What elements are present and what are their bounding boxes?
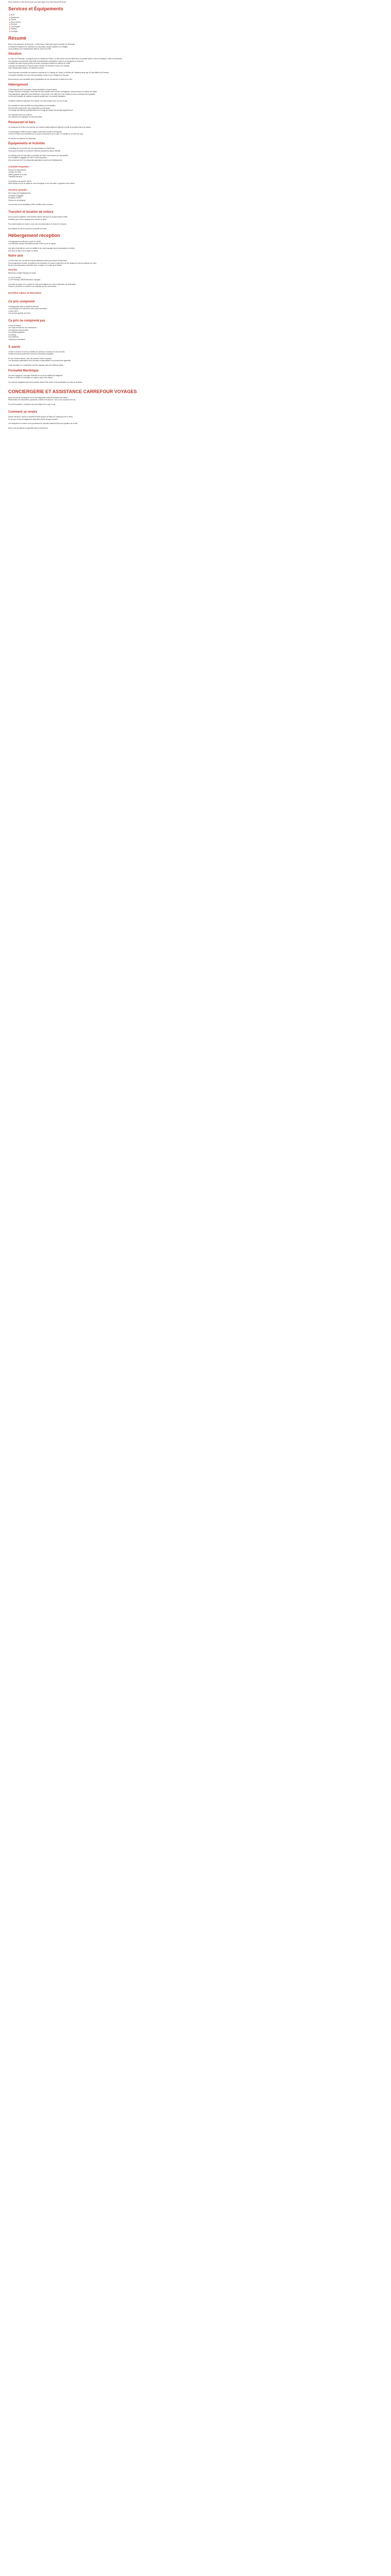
bullet-icon: ■ <box>9 19 10 21</box>
paragraph-line: Une pièce d'identité en cours de validité et une carte bancaire seront demandées à l'arrivée. <box>8 247 75 250</box>
paragraph-line: Réservations de restaurants, spectacles, visites et excursions : nous nous occupons de tout. <box>8 399 76 401</box>
paragraph-line: L'accès Wi-Fi. <box>8 310 19 312</box>
paragraph-line: L'aéroport de Barcelone-El Prat est situé à environ 30 minutes en taxi ou en navette. <box>8 64 70 67</box>
paragraph-line: Vos dates de séjour et le nombre de nuits sont indiqués sur votre confirmation de réservation. <box>8 283 76 285</box>
list-item-label: Consigne <box>10 30 18 32</box>
paragraph-line: Nous pouvons organiser votre transfert depuis l'aéroport ou la gare jusqu'à l'hôtel. <box>8 216 68 218</box>
paragraph-line: Les dépenses personnelles. <box>8 329 29 331</box>
paragraph-line: La Villa Gaudí est un hôtel de charme idéalement situé pour découvrir Barcelone. <box>8 260 68 262</box>
subsection-heading: Transfert et location de voiture <box>8 211 54 214</box>
paragraph-line: Les services sont susceptibles d'être modifiés selon la saison. <box>8 204 54 206</box>
paragraph-line: Les activités payantes. <box>8 331 25 334</box>
bullet-icon: ■ <box>9 16 10 19</box>
subsection-heading: Ce prix comprend <box>8 300 35 303</box>
paragraph-line: Vous profiterez d'un emplacement idéal au cœur de la ville. <box>8 47 52 50</box>
paragraph-line: Les chambres doivent être libérées avant 12h00 le jour du départ. <box>8 243 56 245</box>
paragraph-line: Un parking privé est disponible à proximité de l'hôtel, sous réserve de disponibilité. <box>8 154 69 157</box>
paragraph-line: L'enregistrement s'effectue à partir de 14h00. <box>8 241 41 243</box>
spacer <box>8 185 383 187</box>
minor-heading: Services gratuits : <box>8 189 29 192</box>
paragraph-line: Les animaux de compagnie ne sont pas admis. <box>8 116 43 118</box>
paragraph-line: Certaines chambres disposent d'un balcon ou d'une terrasse avec vue sur la ville. <box>8 100 68 103</box>
paragraph-line: Les demandes particulières sont soumises à disponibilité et ne peuvent être garanties. <box>8 360 71 362</box>
paragraph-line: Des chambres communicantes sont disponibles pour les familles. <box>8 105 56 107</box>
spacer <box>8 295 383 297</box>
paragraph-line: Les lits sont équipés de matelas de grande qualité pour un sommeil réparateur. <box>8 95 66 98</box>
paragraph-line: Certains services peuvent être soumis à réservation préalable. <box>8 352 54 355</box>
paragraph-line: N'hésitez pas à nous contacter pour obtenir un devis. <box>8 218 47 221</box>
paragraph-line: Le restaurant de l'hôtel vous propose une cuisine méditerranéenne élaborée à partir de produits frais et de saison. <box>8 126 91 128</box>
paragraph-line: Wi-Fi dans tout l'établissement. <box>8 192 31 195</box>
paragraph-line: Pensez à vérifier les formalités en vigueur avant votre départ. <box>8 377 53 379</box>
paragraph-line: Le ménage est effectué quotidiennement et le linge de maison est changé régulièrement. <box>8 109 73 111</box>
paragraph-line: Son emplacement central, la qualité de ses chambres et l'accueil chaleureux de son équipe en font une adresse de choix. <box>8 262 97 264</box>
paragraph-line: Une connexion Wi-Fi est disponible gratuitement dans tout l'établissement. <box>8 159 63 161</box>
paragraph-line: Location de vélos. <box>8 171 22 174</box>
subsection-heading: Situation <box>8 53 22 56</box>
paragraph-line: Le quartier Gothique et le port sont accessibles à pied en une vingtaine de minutes. <box>8 74 69 76</box>
paragraph-line: Nous vous souhaitons un agréable séjour à Barcelone. <box>8 427 48 430</box>
paragraph-line: Les chambres sont non-fumeurs. <box>8 113 32 116</box>
paragraph-line: Les transferts. <box>8 336 19 338</box>
spacer <box>8 314 383 316</box>
paragraph-line: En cas d'arrivée tardive, merci de prévenir l'hôtel à l'avance. <box>8 357 52 360</box>
paragraph-line: Visites guidées de la ville. <box>8 173 27 176</box>
paragraph-line: Depuis l'aéroport, prenez la navette Aerobús jusqu'à la Plaça de Catalunya puis le métro. <box>8 416 73 418</box>
paragraph-line: Nous sommes à votre service pour que votre séjour à La Villa Gaudí soit réussi. <box>8 1 67 3</box>
list-item-label: Conciergerie <box>10 25 21 28</box>
paragraph-line: Nous le recommandons aussi bien pour un séjour en couple qu'en famille. <box>8 264 62 267</box>
paragraph-line: Notre équipe se fera un plaisir de vous renseigner et de vous aider à organiser votre séjour. <box>8 182 75 185</box>
subsection-heading: Hébergement <box>8 83 28 87</box>
paragraph-line: Notre service de conciergerie est à votre disposition avant et pendant votre séjour. <box>8 396 69 399</box>
paragraph-line: LA VILLA GAUDÍ <box>8 276 21 279</box>
paragraph-line: Pour toute location de voiture, nous vous recommandons de réserver à l'avance. <box>8 223 67 225</box>
paragraph-line: La réception est ouverte 24h/24. <box>8 180 32 182</box>
paragraph-line: Pour les voyageurs, une pièce d'identité en cours de validité est obligatoire. <box>8 374 63 377</box>
minor-heading: Voucher <box>8 268 18 271</box>
paragraph-line: Le bar de l'hôtel vous accueille tout au long de la journée pour un café, un cocktail ou un verre de cava. <box>8 133 84 135</box>
paragraph-line: Service de blanchisserie. <box>8 168 27 171</box>
spacer <box>8 161 383 163</box>
paragraph-line: La taxe de séjour. <box>8 324 22 327</box>
paragraph-line: Une taxe de séjour est à régler sur place. <box>8 249 39 252</box>
paragraph-line: La terrasse sur le toit offre une vue panoramique sur Barcelone. <box>8 147 55 150</box>
paragraph-line: Le petit-déjeuner si mentionné dans votre réservation. <box>8 308 48 310</box>
paragraph-line: Les transports en commun vous permettent de rejoindre facilement tous les quartiers de la ville. <box>8 422 78 425</box>
list-item-label: Terrasse <box>10 23 18 26</box>
bullet-icon: ■ <box>9 23 10 26</box>
paragraph-line: Chaque chambre est équipée d'une salle de bain privative avec douche ou baignoire, sèche-cheveux et articles de toilette. <box>8 91 97 93</box>
paragraph-line: Vous trouverez à proximité de nombreux commerces, le Passeig de Gràcia, la Rambla de Catalunya ainsi que la Casa Batlló et la Pedrera. <box>8 72 109 74</box>
list-item-label: Parking <box>10 28 17 30</box>
paragraph-line: Au cœur de l'Eixample, à quelques pas du Passeig de Gràcia, La Villa Gaudí vous accueille dans un quartier animé, riche en boutiques, cafés et restaurants. <box>8 58 123 60</box>
paragraph-line: L'hébergement dans la chambre réservée. <box>8 305 39 308</box>
paragraph-line: Pour toute question, contactez-nous par téléphone ou par e-mail. <box>8 403 56 406</box>
paragraph-line: Transferts aéroport. <box>8 175 23 178</box>
bullet-icon: ■ <box>9 14 10 16</box>
paragraph-line: Nous pouvons vous conseiller dans l'organisation de vos excursions et visites de la ville. <box>8 78 73 81</box>
spacer <box>8 406 383 408</box>
minor-heading: Excellent séjour en Barcelona <box>8 292 42 295</box>
paragraph-line: Un service de taxi est également disponible devant chaque terminal. <box>8 418 58 420</box>
paragraph-line: L'hôtel dispose de 52 chambres, toutes climatisées et insonorisées. <box>8 88 58 91</box>
paragraph-line: L'assurance annulation. <box>8 338 26 341</box>
paragraph-line: Vous pourrez profiter de la piscine extérieure pendant la saison estivale. <box>8 149 61 152</box>
subsection-heading: Notre avis <box>8 255 24 258</box>
paragraph-line: C/ de Provença, 08008 Barcelona, Espagne <box>8 278 41 281</box>
subsection-heading: Comment se rendre <box>8 411 38 414</box>
paragraph-line: Consigne à bagages. <box>8 194 24 197</box>
list-item <box>8 30 383 32</box>
spacer <box>8 288 383 290</box>
section-heading: Hébergement réception <box>8 233 60 239</box>
paragraph-line: Toute annulation ou modification doit être signalée dans les meilleurs délais. <box>8 364 64 367</box>
paragraph-line: Le petit-déjeuner buffet est servi chaque matin dans la salle du restaurant. <box>8 130 62 133</box>
paragraph-line: Réception 24h/24. <box>8 197 22 199</box>
section-heading: CONCIERGERIE ET ASSISTANCE CARREFOUR VOYAGES <box>8 388 137 394</box>
list-item-label: Room service <box>10 21 21 23</box>
spacer <box>8 341 383 343</box>
document-body <box>0 0 391 432</box>
minor-heading: Activités Payantes : <box>8 165 30 168</box>
paragraph-line: Des stations de taxi se trouvent à proximité de l'hôtel. <box>8 227 47 230</box>
paragraph-line: L'hôtel se réserve le droit de modifier les horaires d'ouverture de ses services. <box>8 350 65 353</box>
paragraph-line: Vous disposerez également d'une télévision à écran plat, d'un coffre-fort, d'un minibar et d'une connexion Wi-Fi gratuite. <box>8 93 95 95</box>
paragraph-line: Des lits bébé peuvent être mis à disposition sur demande. <box>8 107 51 109</box>
paragraph-line: Les services gratuits de l'hôtel. <box>8 312 31 315</box>
paragraph-line: Le bâtiment comprend 52 chambres à la décoration unique réparties sur 6 étages. <box>8 45 68 48</box>
subsection-heading: À savoir <box>8 345 21 349</box>
paragraph-line: Les principaux monuments moderniste sont facilement accessibles à pied ou en transports en commun. <box>8 60 84 62</box>
spacer <box>8 206 383 208</box>
list-item-label: Wi-Fi <box>10 14 15 16</box>
paragraph-line: Service de conciergerie. <box>8 199 26 201</box>
subsection-heading: Restaurant et bars <box>8 121 36 124</box>
bullet-icon: ■ <box>9 25 10 28</box>
subsection-heading: Équipements et Activités <box>8 142 45 146</box>
paragraph-line: Bienvenue à l'hôtel Passeig de Gràcia <box>8 272 36 274</box>
paragraph-line: La station de métro la plus proche se trouve à quelques minutes de marche de l'hôtel. <box>8 62 71 65</box>
list-item-label: Restaurant <box>10 16 19 19</box>
bullet-icon: ■ <box>9 28 10 30</box>
paragraph-line: Une consigne à bagages est mise à votre disposition. <box>8 157 47 159</box>
section-heading: Résumé <box>8 36 27 41</box>
paragraph-line: Le parking. <box>8 333 17 336</box>
paragraph-line: Pensez à présenter ce voucher à la réception lors de votre arrivée. <box>8 285 57 288</box>
paragraph-line: Les mineurs voyageant sans leurs parents doivent être munis d'une autorisation de sortie du territoire. <box>8 381 83 383</box>
bullet-icon: ■ <box>9 30 10 32</box>
section-heading: Services et Équipements <box>8 6 63 12</box>
paragraph-line: Nous vous proposons de découvrir La Villa Gaudí, hôtel situé dans le quartier de l'Eixample. <box>8 43 75 46</box>
list-item-label: Piscine <box>10 19 17 21</box>
paragraph-line: Gare de Barcelone-Sants à 15 minutes en métro. <box>8 67 44 70</box>
spacer <box>8 383 383 385</box>
paragraph-line: Un service en chambre est disponible. <box>8 138 37 140</box>
subsection-heading: Formalité Martinique <box>8 369 39 372</box>
paragraph-line: Les repas et boissons non mentionnés. <box>8 327 37 329</box>
subsection-heading: Ce prix ne comprend pas <box>8 319 45 323</box>
bullet-icon: ■ <box>9 21 10 23</box>
